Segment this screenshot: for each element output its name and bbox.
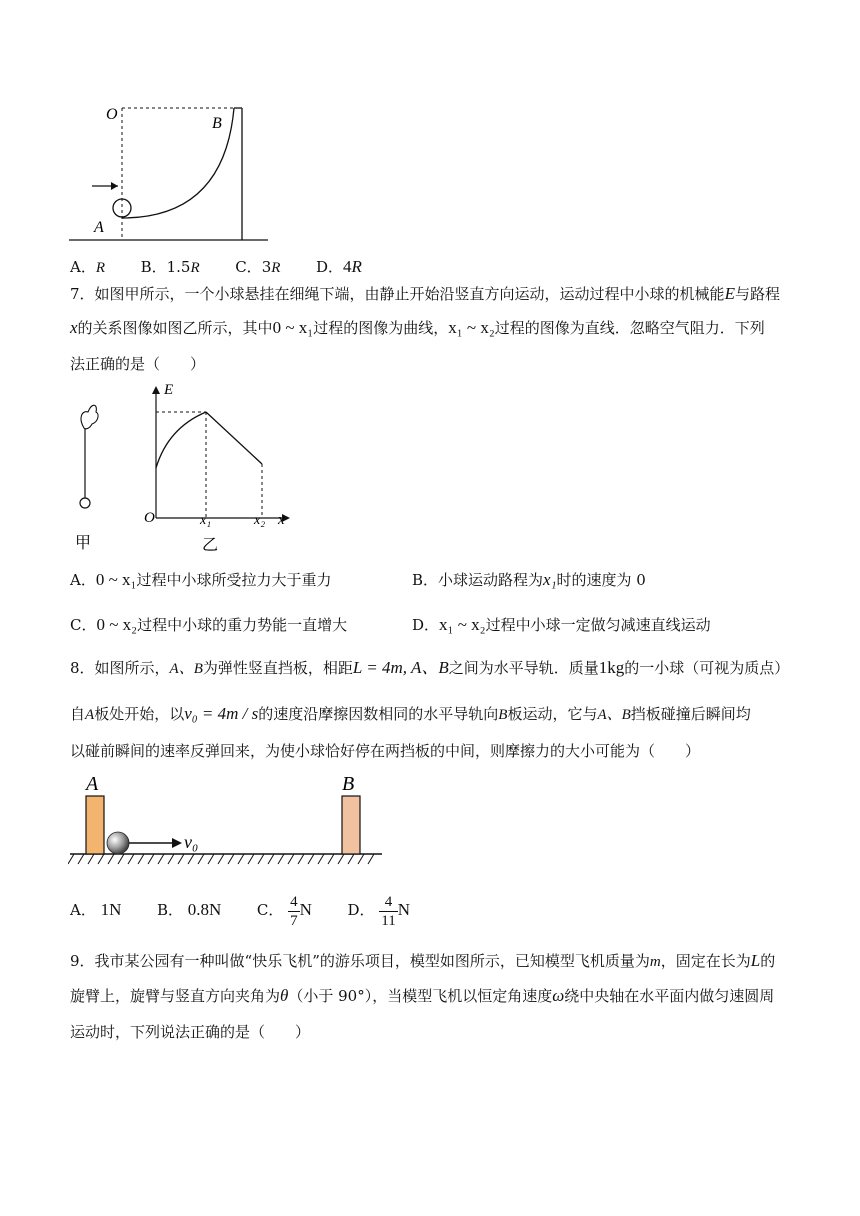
q8-options [70,890,410,930]
q7-option-b: B．小球运动路程为x₁时的速度为 0 [412,570,646,589]
q9-stem-line3: 运动时，下列说法正确的是（ ） [70,1023,311,1041]
option-a: A．R [70,258,106,276]
q9-stem-line1: 9．我市某公园有一种叫做“快乐飞机”的游乐项目，模型如图所示，已知模型飞机质量为m，固定在长为L的 [70,951,776,970]
option-c: C．3R [235,258,281,276]
q7-option-c: C．0 ~ x₂过程中小球的重力势能一直增大 [70,615,348,634]
e-curve [156,412,206,468]
q8-stem-line2: 自A板处开始，以v₀ = 4m / s的速度沿摩擦因数相同的水平导轨向B板运动，它与A、B挡板碰撞后瞬间均 [70,704,751,723]
figure-q8-track [68,768,384,868]
label-O: O [106,106,118,123]
option-d: D．4R [315,257,362,276]
board-B [342,796,360,854]
q7-option-a: A．0 ~ x₁过程中小球所受拉力大于重力 [70,570,332,589]
q7-option-d: D．x₁ ~ x₂过程中小球一定做匀减速直线运动 [412,615,711,634]
label-O: O [144,510,155,526]
ball [107,832,129,854]
label-B: B [212,115,222,132]
label-E: E [164,382,174,398]
q9-stem-line2: 旋臂上，旋臂与竖直方向夹角为θ（小于 90°），当模型飞机以恒定角速度ω绕中央轴在水平面内做匀速圆周 [70,986,775,1005]
label-x1: x₁ [200,513,212,528]
label-x2: x₂ [254,513,266,528]
option-d: D． $\frac{4}{11}$ N [347,893,411,929]
label-yi: 乙 [202,537,219,554]
option-b: B．1.5R [140,258,200,276]
label-x: x [278,512,285,528]
ball [113,199,131,217]
board-A [86,796,104,854]
figure-q7-yi-graph [138,380,298,555]
figure-q7-jia [70,388,110,558]
label-A: A [86,773,99,795]
label-jia: 甲 [75,535,92,552]
hand-icon [81,405,98,429]
option-b: B． 0.8N [156,900,222,919]
q8-stem-line1: 8．如图所示，A、B为弹性竖直挡板，相距L = 4m, A、B之间为水平导轨．质量1kg的一小球（可视为质点） [70,658,790,677]
option-a: A． 1N [70,900,122,919]
hanging-ball [80,498,90,508]
q6-options [70,256,362,279]
q8-stem-line3: 以碰前瞬间的速率反弹回来，为使小球恰好停在两挡板的中间，则摩擦力的大小可能为（ ） [70,742,701,760]
label-B: B [342,773,355,795]
option-c: C． $\frac{4}{7}$ N [256,893,312,929]
label-A: A [94,219,104,236]
figure-q6-track [64,100,274,248]
q7-stem-line1: 7．如图甲所示，一个小球悬挂在细绳下端，由静止开始沿竖直方向运动，运动过程中小球的机械能E与路程 [70,284,780,303]
q7-stem-line2: x的关系图像如图乙所示，其中0 ~ x₁过程的图像为曲线，x₁ ~ x₂过程的图像为直线．忽略空气阻力．下列 [70,318,765,337]
e-line [206,412,262,464]
q7-stem-line3: 法正确的是（ ） [70,355,206,373]
label-v0: v₀ [184,832,199,852]
